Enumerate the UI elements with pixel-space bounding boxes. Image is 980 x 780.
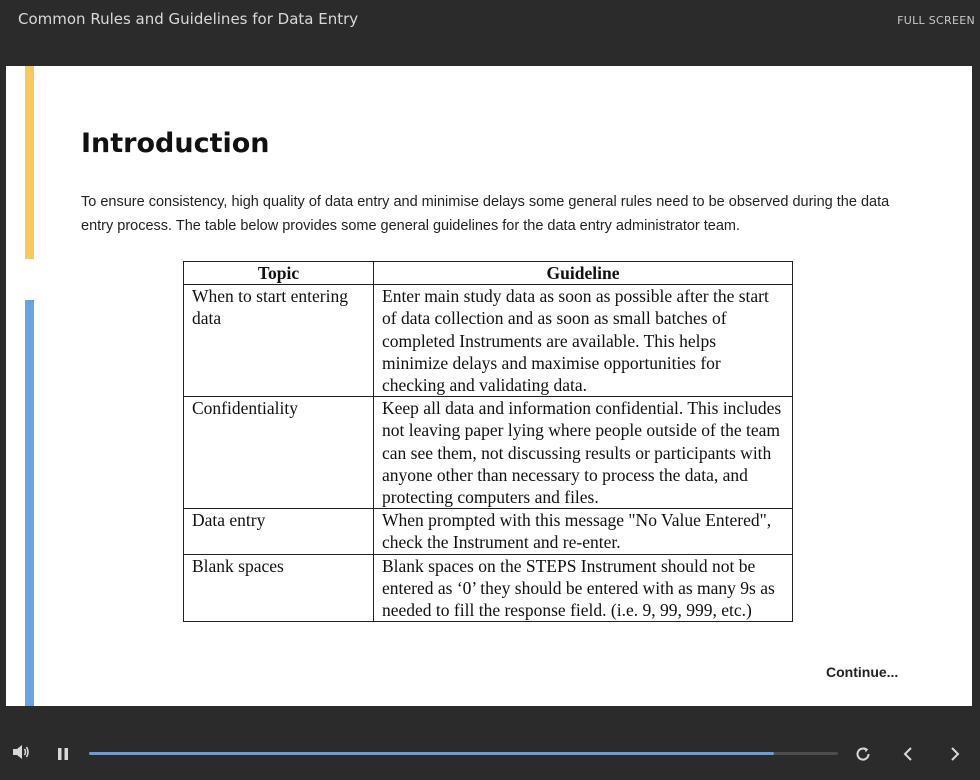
accent-bar-yellow (25, 66, 34, 259)
accent-bar-blue (25, 300, 34, 706)
pause-icon[interactable] (56, 746, 70, 760)
course-title: Common Rules and Guidelines for Data Entry (18, 10, 359, 28)
slide-heading: Introduction (81, 128, 270, 159)
guideline-cell: Enter main study data as soon as possible after the start of data collection and as soon as small batches of completed Instruments are available. This helps minimize delays and maximise opportunities for checking and validating data. (374, 285, 793, 397)
top-bar (0, 0, 980, 66)
guidelines-table (183, 261, 793, 622)
topic-cell: When to start entering data (184, 285, 374, 397)
column-header-guideline: Guideline (374, 262, 793, 285)
table-row (184, 397, 793, 509)
intro-paragraph: To ensure consistency, high quality of data entry and minimise delays some general rules need to be observed during the data entry process. The table below provides some general guidelines for the data entry administrator team. (81, 194, 890, 234)
continue-link[interactable]: Continue... (826, 664, 899, 680)
prev-icon[interactable] (901, 746, 915, 762)
column-header-topic: Topic (184, 262, 374, 285)
slide-content (6, 66, 972, 706)
topic-cell: Blank spaces (184, 554, 374, 622)
table-header-row (184, 262, 793, 285)
replay-icon[interactable] (854, 745, 872, 763)
table-row (184, 509, 793, 554)
guideline-cell: When prompted with this message "No Value Entered", check the Instrument and re-enter. (374, 509, 793, 554)
topic-cell: Data entry (184, 509, 374, 554)
player-controls (0, 706, 980, 780)
topic-cell: Confidentiality (184, 397, 374, 509)
volume-icon[interactable] (12, 744, 30, 760)
progress-fill (89, 752, 774, 755)
table-row (184, 285, 793, 397)
guideline-cell: Blank spaces on the STEPS Instrument should not be entered as ‘0’ they should be entered with as many 9s as needed to fill the response field. (i.e. 9, 99, 999, etc.) (374, 554, 793, 622)
next-icon[interactable] (948, 746, 962, 762)
progress-bar[interactable] (89, 752, 838, 755)
fullscreen-button[interactable]: FULL SCREEN (897, 14, 975, 27)
table-row (184, 554, 793, 622)
guideline-cell: Keep all data and information confidential. This includes not leaving paper lying where people outside of the team can see them, not discussing results or participants with anyone other than necessary to process the data, and protecting computers and files. (374, 397, 793, 509)
